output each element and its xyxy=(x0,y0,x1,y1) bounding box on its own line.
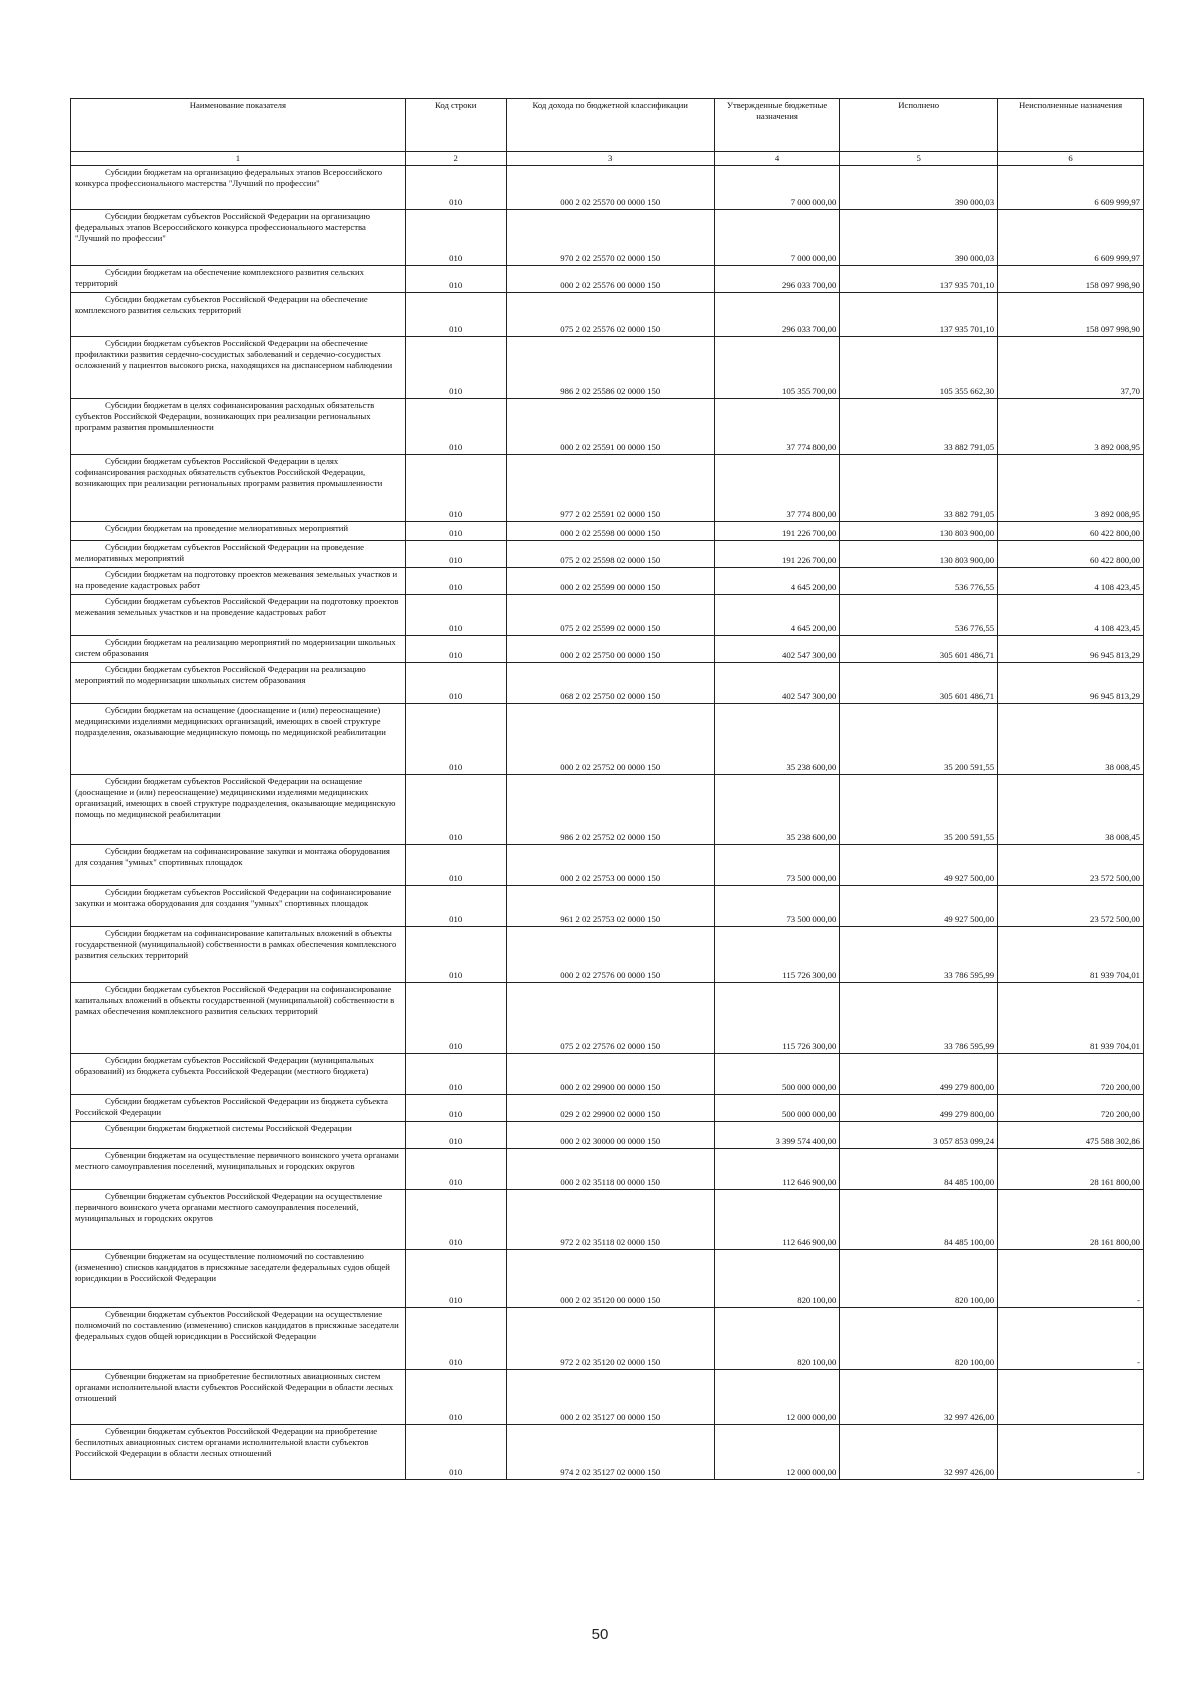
indicator-name-text: Субсидии бюджетам субъектов Российской Федерации на софинансирование капитальных вложений в объекты государственной (муниципальной) собственности в рамках обеспечения комплексного развития сельских территорий xyxy=(75,984,395,1016)
indicator-name-cell xyxy=(71,983,406,1054)
approved-amount-cell: 37 774 800,00 xyxy=(714,399,840,455)
indicator-name-cell xyxy=(71,1308,406,1370)
executed-amount-cell: 820 100,00 xyxy=(840,1250,998,1308)
unexecuted-amount-cell: 475 588 302,86 xyxy=(998,1122,1144,1149)
indicator-name-text: Субсидии бюджетам субъектов Российской Федерации на организацию федеральных этапов Всероссийского конкурса профессионального мастерства "Лучший по профессии" xyxy=(75,211,370,243)
line-code-cell: 010 xyxy=(405,663,506,704)
income-code-cell: 986 2 02 25752 02 0000 150 xyxy=(506,775,714,845)
column-number: 5 xyxy=(840,152,998,166)
approved-amount-cell: 4 645 200,00 xyxy=(714,595,840,636)
table-row xyxy=(71,399,1144,455)
income-code-cell: 000 2 02 25598 00 0000 150 xyxy=(506,522,714,541)
indicator-name-text: Субвенции бюджетам на осуществление полномочий по составлению (изменению) списков кандидатов в присяжные заседатели федеральных судов общей юрисдикции в Российской Федерации xyxy=(75,1251,390,1283)
executed-amount-cell: 33 882 791,05 xyxy=(840,399,998,455)
column-header-line-code: Код строки xyxy=(405,99,506,152)
line-code-cell: 010 xyxy=(405,337,506,399)
column-number: 6 xyxy=(998,152,1144,166)
approved-amount-cell: 402 547 300,00 xyxy=(714,636,840,663)
income-code-cell: 000 2 02 25599 00 0000 150 xyxy=(506,568,714,595)
indicator-name-text: Субсидии бюджетам субъектов Российской Федерации из бюджета субъекта Российской Федерации xyxy=(75,1096,388,1117)
unexecuted-amount-cell: 158 097 998,90 xyxy=(998,293,1144,337)
income-code-cell: 970 2 02 25570 02 0000 150 xyxy=(506,210,714,266)
unexecuted-amount-cell: 60 422 800,00 xyxy=(998,522,1144,541)
executed-amount-cell: 536 776,55 xyxy=(840,568,998,595)
table-row xyxy=(71,1122,1144,1149)
column-header-name: Наименование показателя xyxy=(71,99,406,152)
line-code-cell: 010 xyxy=(405,1095,506,1122)
income-code-cell: 961 2 02 25753 02 0000 150 xyxy=(506,886,714,927)
column-number: 4 xyxy=(714,152,840,166)
table-row xyxy=(71,663,1144,704)
executed-amount-cell: 499 279 800,00 xyxy=(840,1095,998,1122)
indicator-name-text: Субвенции бюджетам на приобретение беспилотных авиационных систем органами исполнительной власти субъектов Российской Федерации в области лесных отношений xyxy=(75,1371,394,1403)
indicator-name-text: Субсидии бюджетам на софинансирование закупки и монтажа оборудования для создания "умных" спортивных площадок xyxy=(75,846,390,867)
income-code-cell: 000 2 02 25752 00 0000 150 xyxy=(506,704,714,775)
table-row xyxy=(71,1190,1144,1250)
approved-amount-cell: 12 000 000,00 xyxy=(714,1370,840,1425)
executed-amount-cell: 84 485 100,00 xyxy=(840,1190,998,1250)
executed-amount-cell: 35 200 591,55 xyxy=(840,704,998,775)
indicator-name-cell xyxy=(71,1095,406,1122)
column-number: 1 xyxy=(71,152,406,166)
income-code-cell: 977 2 02 25591 02 0000 150 xyxy=(506,455,714,522)
line-code-cell: 010 xyxy=(405,522,506,541)
table-row xyxy=(71,210,1144,266)
indicator-name-cell xyxy=(71,927,406,983)
line-code-cell: 010 xyxy=(405,1122,506,1149)
indicator-name-cell xyxy=(71,636,406,663)
table-row xyxy=(71,522,1144,541)
unexecuted-amount-cell: 4 108 423,45 xyxy=(998,568,1144,595)
indicator-name-cell xyxy=(71,568,406,595)
approved-amount-cell: 191 226 700,00 xyxy=(714,522,840,541)
line-code-cell: 010 xyxy=(405,1149,506,1190)
line-code-cell: 010 xyxy=(405,1190,506,1250)
unexecuted-amount-cell: 60 422 800,00 xyxy=(998,541,1144,568)
unexecuted-amount-cell: 96 945 813,29 xyxy=(998,636,1144,663)
indicator-name-cell xyxy=(71,166,406,210)
income-code-cell: 974 2 02 35127 02 0000 150 xyxy=(506,1425,714,1480)
column-header-income-code: Код дохода по бюджетной классификации xyxy=(506,99,714,152)
executed-amount-cell: 305 601 486,71 xyxy=(840,636,998,663)
indicator-name-text: Субсидии бюджетам на софинансирование капитальных вложений в объекты государственной (муниципальной) собственности в рамках обеспечения комплексного развития сельских территорий xyxy=(75,928,397,960)
line-code-cell: 010 xyxy=(405,541,506,568)
executed-amount-cell: 33 786 595,99 xyxy=(840,983,998,1054)
table-row xyxy=(71,1370,1144,1425)
executed-amount-cell: 105 355 662,30 xyxy=(840,337,998,399)
approved-amount-cell: 4 645 200,00 xyxy=(714,568,840,595)
income-code-cell: 075 2 02 25598 02 0000 150 xyxy=(506,541,714,568)
unexecuted-amount-cell: 81 939 704,01 xyxy=(998,927,1144,983)
page-number: 50 xyxy=(591,1626,609,1643)
indicator-name-cell xyxy=(71,704,406,775)
table-row xyxy=(71,1425,1144,1480)
approved-amount-cell: 112 646 900,00 xyxy=(714,1149,840,1190)
unexecuted-amount-cell: - xyxy=(998,1425,1144,1480)
income-code-cell: 000 2 02 35127 00 0000 150 xyxy=(506,1370,714,1425)
income-code-cell: 000 2 02 27576 00 0000 150 xyxy=(506,927,714,983)
line-code-cell: 010 xyxy=(405,595,506,636)
income-code-cell: 000 2 02 35120 00 0000 150 xyxy=(506,1250,714,1308)
approved-amount-cell: 7 000 000,00 xyxy=(714,210,840,266)
indicator-name-cell xyxy=(71,886,406,927)
line-code-cell: 010 xyxy=(405,775,506,845)
approved-amount-cell: 500 000 000,00 xyxy=(714,1054,840,1095)
indicator-name-text: Субсидии бюджетам на подготовку проектов межевания земельных участков и на проведение кадастровых работ xyxy=(75,569,398,590)
indicator-name-text: Субсидии бюджетам субъектов Российской Федерации на реализацию мероприятий по модернизации школьных систем образования xyxy=(75,664,366,685)
table-row xyxy=(71,886,1144,927)
unexecuted-amount-cell: 720 200,00 xyxy=(998,1095,1144,1122)
indicator-name-cell xyxy=(71,1054,406,1095)
indicator-name-cell xyxy=(71,337,406,399)
table-row xyxy=(71,1054,1144,1095)
column-header-executed: Исполнено xyxy=(840,99,998,152)
indicator-name-cell xyxy=(71,266,406,293)
approved-amount-cell: 402 547 300,00 xyxy=(714,663,840,704)
executed-amount-cell: 3 057 853 099,24 xyxy=(840,1122,998,1149)
budget-income-table xyxy=(70,98,1144,1480)
line-code-cell: 010 xyxy=(405,1425,506,1480)
executed-amount-cell: 536 776,55 xyxy=(840,595,998,636)
table-row xyxy=(71,266,1144,293)
table-header-row xyxy=(71,99,1144,152)
income-code-cell: 000 2 02 35118 00 0000 150 xyxy=(506,1149,714,1190)
indicator-name-cell xyxy=(71,845,406,886)
indicator-name-text: Субсидии бюджетам на проведение мелиоративных мероприятий xyxy=(105,523,349,533)
approved-amount-cell: 112 646 900,00 xyxy=(714,1190,840,1250)
line-code-cell: 010 xyxy=(405,399,506,455)
income-code-cell: 029 2 02 29900 02 0000 150 xyxy=(506,1095,714,1122)
indicator-name-text: Субсидии бюджетам субъектов Российской Федерации в целях софинансирования расходных обязательств субъектов Российской Федерации, возникающих при реализации региональных программ развития промышленности xyxy=(75,456,383,488)
indicator-name-text: Субсидии бюджетам в целях софинансирования расходных обязательств субъектов Российской Федерации, возникающих при реализации региональных программ развития промышленности xyxy=(75,400,375,432)
indicator-name-cell xyxy=(71,541,406,568)
approved-amount-cell: 500 000 000,00 xyxy=(714,1095,840,1122)
unexecuted-amount-cell: - xyxy=(998,1250,1144,1308)
indicator-name-cell xyxy=(71,522,406,541)
approved-amount-cell: 296 033 700,00 xyxy=(714,293,840,337)
table-row xyxy=(71,595,1144,636)
executed-amount-cell: 32 997 426,00 xyxy=(840,1425,998,1480)
line-code-cell: 010 xyxy=(405,210,506,266)
table-row xyxy=(71,983,1144,1054)
unexecuted-amount-cell: 158 097 998,90 xyxy=(998,266,1144,293)
approved-amount-cell: 296 033 700,00 xyxy=(714,266,840,293)
executed-amount-cell: 32 997 426,00 xyxy=(840,1370,998,1425)
unexecuted-amount-cell: 28 161 800,00 xyxy=(998,1190,1144,1250)
income-code-cell: 075 2 02 25599 02 0000 150 xyxy=(506,595,714,636)
executed-amount-cell: 820 100,00 xyxy=(840,1308,998,1370)
income-code-cell: 972 2 02 35118 02 0000 150 xyxy=(506,1190,714,1250)
approved-amount-cell: 7 000 000,00 xyxy=(714,166,840,210)
indicator-name-cell xyxy=(71,293,406,337)
indicator-name-cell xyxy=(71,210,406,266)
unexecuted-amount-cell: 28 161 800,00 xyxy=(998,1149,1144,1190)
approved-amount-cell: 115 726 300,00 xyxy=(714,983,840,1054)
approved-amount-cell: 35 238 600,00 xyxy=(714,704,840,775)
executed-amount-cell: 35 200 591,55 xyxy=(840,775,998,845)
approved-amount-cell: 105 355 700,00 xyxy=(714,337,840,399)
line-code-cell: 010 xyxy=(405,568,506,595)
line-code-cell: 010 xyxy=(405,886,506,927)
indicator-name-cell xyxy=(71,455,406,522)
executed-amount-cell: 130 803 900,00 xyxy=(840,522,998,541)
executed-amount-cell: 305 601 486,71 xyxy=(840,663,998,704)
executed-amount-cell: 390 000,03 xyxy=(840,210,998,266)
indicator-name-text: Субсидии бюджетам субъектов Российской Федерации на оснащение (дооснащение и (или) переоснащение) медицинскими изделиями медицинских организаций, имеющих в своей структуре подразделения, оказывающие медицинскую помощь по медицинской реабилитации xyxy=(75,776,396,819)
table-row xyxy=(71,845,1144,886)
indicator-name-text: Субвенции бюджетам субъектов Российской Федерации на приобретение беспилотных авиационных систем органами исполнительной власти субъектов Российской Федерации в области лесных отношений xyxy=(75,1426,378,1458)
income-code-cell: 075 2 02 25576 02 0000 150 xyxy=(506,293,714,337)
unexecuted-amount-cell: 720 200,00 xyxy=(998,1054,1144,1095)
table-row xyxy=(71,704,1144,775)
unexecuted-amount-cell: 38 008,45 xyxy=(998,704,1144,775)
table-row xyxy=(71,1149,1144,1190)
approved-amount-cell: 820 100,00 xyxy=(714,1308,840,1370)
indicator-name-text: Субвенции бюджетам субъектов Российской Федерации на осуществление полномочий по составлению (изменению) списков кандидатов в присяжные заседатели федеральных судов общей юрисдикции в Российской Федерации xyxy=(75,1309,399,1341)
table-body xyxy=(71,166,1144,1480)
line-code-cell: 010 xyxy=(405,1250,506,1308)
line-code-cell: 010 xyxy=(405,266,506,293)
income-code-cell: 000 2 02 25576 00 0000 150 xyxy=(506,266,714,293)
income-code-cell: 075 2 02 27576 02 0000 150 xyxy=(506,983,714,1054)
indicator-name-text: Субсидии бюджетам субъектов Российской Федерации на проведение мелиоративных мероприятий xyxy=(75,542,365,563)
unexecuted-amount-cell: - xyxy=(998,1308,1144,1370)
indicator-name-cell xyxy=(71,1425,406,1480)
unexecuted-amount-cell: 3 892 008,95 xyxy=(998,399,1144,455)
unexecuted-amount-cell: 6 609 999,97 xyxy=(998,210,1144,266)
budget-execution-sheet xyxy=(70,98,1144,1480)
approved-amount-cell: 37 774 800,00 xyxy=(714,455,840,522)
income-code-cell: 000 2 02 25570 00 0000 150 xyxy=(506,166,714,210)
executed-amount-cell: 33 786 595,99 xyxy=(840,927,998,983)
approved-amount-cell: 820 100,00 xyxy=(714,1250,840,1308)
line-code-cell: 010 xyxy=(405,455,506,522)
unexecuted-amount-cell: 38 008,45 xyxy=(998,775,1144,845)
line-code-cell: 010 xyxy=(405,636,506,663)
indicator-name-text: Субсидии бюджетам на реализацию мероприятий по модернизации школьных систем образования xyxy=(75,637,396,658)
unexecuted-amount-cell: 3 892 008,95 xyxy=(998,455,1144,522)
indicator-name-text: Субсидии бюджетам субъектов Российской Федерации на обеспечение профилактики развития сердечно-сосудистых заболеваний и сердечно-сосудистых осложнений у пациентов высокого риска, находящихся на диспансерном наблюдении xyxy=(75,338,393,370)
executed-amount-cell: 130 803 900,00 xyxy=(840,541,998,568)
executed-amount-cell: 84 485 100,00 xyxy=(840,1149,998,1190)
indicator-name-cell xyxy=(71,663,406,704)
table-row xyxy=(71,337,1144,399)
line-code-cell: 010 xyxy=(405,1308,506,1370)
unexecuted-amount-cell: 37,70 xyxy=(998,337,1144,399)
table-row xyxy=(71,927,1144,983)
indicator-name-cell xyxy=(71,595,406,636)
table-row xyxy=(71,568,1144,595)
income-code-cell: 000 2 02 29900 00 0000 150 xyxy=(506,1054,714,1095)
table-row xyxy=(71,166,1144,210)
table-row xyxy=(71,1308,1144,1370)
approved-amount-cell: 73 500 000,00 xyxy=(714,886,840,927)
income-code-cell: 000 2 02 25591 00 0000 150 xyxy=(506,399,714,455)
approved-amount-cell: 191 226 700,00 xyxy=(714,541,840,568)
line-code-cell: 010 xyxy=(405,983,506,1054)
table-row xyxy=(71,1095,1144,1122)
column-header-approved: Утвержденные бюджетные назначения xyxy=(714,99,840,152)
approved-amount-cell: 73 500 000,00 xyxy=(714,845,840,886)
indicator-name-text: Субсидии бюджетам субъектов Российской Федерации (муниципальных образований) из бюджета субъекта Российской Федерации (местного бюджета) xyxy=(75,1055,374,1076)
indicator-name-text: Субсидии бюджетам на оснащение (дооснащение и (или) переоснащение) медицинскими изделиями медицинских организаций, имеющих в своей структуре подразделения, оказывающие медицинскую помощь по медицинской реабилитации xyxy=(75,705,386,737)
approved-amount-cell: 12 000 000,00 xyxy=(714,1425,840,1480)
indicator-name-text: Субсидии бюджетам субъектов Российской Федерации на обеспечение комплексного развития сельских территорий xyxy=(75,294,368,315)
executed-amount-cell: 137 935 701,10 xyxy=(840,293,998,337)
executed-amount-cell: 49 927 500,00 xyxy=(840,845,998,886)
table-row xyxy=(71,1250,1144,1308)
executed-amount-cell: 137 935 701,10 xyxy=(840,266,998,293)
table-row xyxy=(71,541,1144,568)
indicator-name-text: Субсидии бюджетам на обеспечение комплексного развития сельских территорий xyxy=(75,267,364,288)
line-code-cell: 010 xyxy=(405,166,506,210)
indicator-name-cell xyxy=(71,775,406,845)
approved-amount-cell: 3 399 574 400,00 xyxy=(714,1122,840,1149)
indicator-name-text: Субсидии бюджетам субъектов Российской Федерации на подготовку проектов межевания земельных участков и на проведение кадастровых работ xyxy=(75,596,399,617)
unexecuted-amount-cell: 6 609 999,97 xyxy=(998,166,1144,210)
executed-amount-cell: 390 000,03 xyxy=(840,166,998,210)
approved-amount-cell: 115 726 300,00 xyxy=(714,927,840,983)
table-row xyxy=(71,455,1144,522)
approved-amount-cell: 35 238 600,00 xyxy=(714,775,840,845)
income-code-cell: 972 2 02 35120 02 0000 150 xyxy=(506,1308,714,1370)
executed-amount-cell: 49 927 500,00 xyxy=(840,886,998,927)
column-header-unexecuted: Неисполненные назначения xyxy=(998,99,1144,152)
income-code-cell: 068 2 02 25750 02 0000 150 xyxy=(506,663,714,704)
indicator-name-text: Субвенции бюджетам субъектов Российской Федерации на осуществление первичного воинского учета органами местного самоуправления поселений, муниципальных и городских округов xyxy=(75,1191,383,1223)
income-code-cell: 000 2 02 25750 00 0000 150 xyxy=(506,636,714,663)
executed-amount-cell: 499 279 800,00 xyxy=(840,1054,998,1095)
table-row xyxy=(71,293,1144,337)
column-number-row xyxy=(71,152,1144,166)
indicator-name-text: Субвенции бюджетам на осуществление первичного воинского учета органами местного самоуправления поселений, муниципальных и городских округов xyxy=(75,1150,399,1171)
indicator-name-cell xyxy=(71,1250,406,1308)
income-code-cell: 000 2 02 25753 00 0000 150 xyxy=(506,845,714,886)
line-code-cell: 010 xyxy=(405,1370,506,1425)
indicator-name-text: Субсидии бюджетам на организацию федеральных этапов Всероссийского конкурса профессионального мастерства "Лучший по профессии" xyxy=(75,167,383,188)
column-number: 2 xyxy=(405,152,506,166)
indicator-name-cell xyxy=(71,1122,406,1149)
unexecuted-amount-cell: 81 939 704,01 xyxy=(998,983,1144,1054)
unexecuted-amount-cell: 96 945 813,29 xyxy=(998,663,1144,704)
unexecuted-amount-cell: 23 572 500,00 xyxy=(998,845,1144,886)
unexecuted-amount-cell xyxy=(998,1370,1144,1425)
indicator-name-text: Субвенции бюджетам бюджетной системы Российской Федерации xyxy=(105,1123,352,1133)
line-code-cell: 010 xyxy=(405,293,506,337)
line-code-cell: 010 xyxy=(405,927,506,983)
unexecuted-amount-cell: 23 572 500,00 xyxy=(998,886,1144,927)
table-row xyxy=(71,636,1144,663)
line-code-cell: 010 xyxy=(405,704,506,775)
indicator-name-cell xyxy=(71,1190,406,1250)
line-code-cell: 010 xyxy=(405,1054,506,1095)
executed-amount-cell: 33 882 791,05 xyxy=(840,455,998,522)
column-number: 3 xyxy=(506,152,714,166)
line-code-cell: 010 xyxy=(405,845,506,886)
indicator-name-text: Субсидии бюджетам субъектов Российской Федерации на софинансирование закупки и монтажа оборудования для создания "умных" спортивных площадок xyxy=(75,887,392,908)
income-code-cell: 986 2 02 25586 02 0000 150 xyxy=(506,337,714,399)
indicator-name-cell xyxy=(71,399,406,455)
table-row xyxy=(71,775,1144,845)
unexecuted-amount-cell: 4 108 423,45 xyxy=(998,595,1144,636)
indicator-name-cell xyxy=(71,1370,406,1425)
indicator-name-cell xyxy=(71,1149,406,1190)
income-code-cell: 000 2 02 30000 00 0000 150 xyxy=(506,1122,714,1149)
